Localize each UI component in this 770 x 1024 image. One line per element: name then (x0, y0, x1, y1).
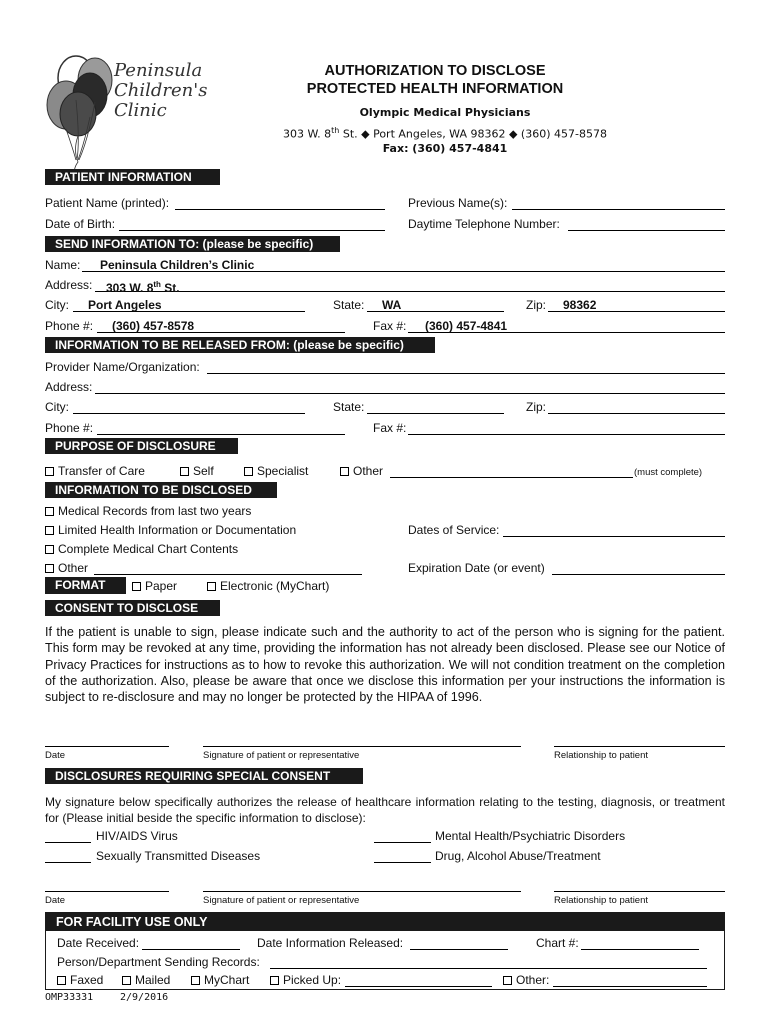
from-state-label: State: (333, 400, 365, 414)
date-line[interactable] (45, 746, 169, 747)
date-caption: Date (45, 750, 66, 761)
section-special-consent: DISCLOSURES REQUIRING SPECIAL CONSENT (45, 768, 363, 784)
section-info-disclosed: INFORMATION TO BE DISCLOSED (45, 482, 277, 498)
balloons-icon (28, 50, 208, 180)
checkbox-icon (45, 526, 54, 535)
purpose-other-checkbox[interactable]: Other (340, 464, 383, 478)
form-date: 2/9/2016 (120, 992, 169, 1003)
send-fax-value: (360) 457-4841 (425, 319, 508, 333)
section-released-from: INFORMATION TO BE RELEASED FROM: (please be specific) (45, 337, 435, 353)
send-phone-value: (360) 457-8578 (112, 319, 195, 333)
from-city-label: City: (45, 400, 69, 414)
checkbox-icon (191, 976, 200, 985)
consent-text: If the patient is unable to sign, please indicate such and the authority to act of the person who is signing for the patient. This form may be revoked at any time, providing the information has not already been disclosed. Please see our Notice of Privacy Practices for instructions as to how to revoke this authorization. We will not condition treatment on the completion of the authorization. Also, please be aware that once we disclose this information per your instructions the information is subject to re-disclosure and may no longer be protected by the HIPAA of 1996. (45, 625, 725, 705)
checkbox-icon (132, 582, 141, 591)
date-caption-2: Date (45, 895, 66, 906)
section-patient-information: PATIENT INFORMATION (45, 169, 220, 185)
svg-text:Clinic: Clinic (114, 100, 167, 121)
from-address-label: Address: (45, 380, 93, 394)
from-address-field[interactable] (95, 380, 725, 394)
checkbox-icon (503, 976, 512, 985)
drug-alcohol-initial-field[interactable] (374, 849, 431, 863)
mailed-checkbox[interactable]: Mailed (122, 973, 170, 987)
chart-number-field[interactable] (581, 936, 699, 950)
org-name: Olympic Medical Physicians (359, 106, 531, 119)
svg-text:Children's: Children's (114, 80, 208, 101)
picked-up-field[interactable] (345, 973, 492, 987)
format-electronic-checkbox[interactable]: Electronic (MyChart) (207, 579, 329, 593)
section-purpose: PURPOSE OF DISCLOSURE (45, 438, 238, 454)
previous-names-field[interactable] (512, 196, 725, 210)
faxed-checkbox[interactable]: Faxed (57, 973, 103, 987)
date-line-2[interactable] (45, 891, 169, 892)
relationship-caption-2: Relationship to patient (554, 895, 649, 906)
send-state-label: State: (333, 298, 365, 312)
medical-records-checkbox[interactable]: Medical Records from last two years (45, 504, 251, 518)
mychart-checkbox[interactable]: MyChart (191, 973, 249, 987)
date-received-field[interactable] (142, 936, 240, 950)
send-phone-label: Phone #: (45, 319, 94, 333)
person-department-label: Person/Department Sending Records: (57, 955, 260, 969)
section-facility-use: FOR FACILITY USE ONLY (46, 913, 724, 931)
drug-alcohol-label: Drug, Alcohol Abuse/Treatment (435, 849, 601, 863)
checkbox-icon (45, 564, 54, 573)
section-send-information-to: SEND INFORMATION TO: (please be specific) (45, 236, 340, 252)
provider-field[interactable] (207, 360, 725, 374)
relationship-line[interactable] (554, 746, 725, 747)
send-name-value: Peninsula Children’s Clinic (100, 258, 255, 272)
from-city-field[interactable] (73, 400, 305, 414)
checkbox-icon (270, 976, 279, 985)
dates-of-service-field[interactable] (503, 523, 725, 537)
info-other-field[interactable] (94, 561, 362, 575)
signature-line[interactable] (203, 746, 521, 747)
checkbox-icon (45, 545, 54, 554)
provider-label: Provider Name/Organization: (45, 360, 200, 374)
expiration-label: Expiration Date (or event) (408, 561, 545, 575)
org-fax: Fax: (360) 457-4841 (382, 142, 508, 155)
patient-name-field[interactable] (175, 196, 385, 210)
form-title-line1: AUTHORIZATION TO DISCLOSE (324, 63, 546, 79)
mental-health-initial-field[interactable] (374, 829, 431, 843)
send-city-value: Port Angeles (88, 298, 162, 312)
date-released-label: Date Information Released: (257, 936, 404, 950)
section-format: FORMAT (45, 577, 126, 594)
dates-of-service-label: Dates of Service: (408, 523, 500, 537)
must-complete-note: (must complete) (634, 467, 703, 478)
purpose-transfer-of-care-checkbox[interactable]: Transfer of Care (45, 464, 145, 478)
other-method-checkbox[interactable]: Other: (503, 973, 549, 987)
mental-health-label: Mental Health/Psychiatric Disorders (435, 829, 626, 843)
person-department-field[interactable] (270, 955, 707, 969)
from-zip-field[interactable] (548, 400, 725, 414)
checkbox-icon (57, 976, 66, 985)
send-zip-label: Zip: (526, 298, 547, 312)
purpose-specialist-checkbox[interactable]: Specialist (244, 464, 308, 478)
from-state-field[interactable] (367, 400, 504, 414)
form-id: OMP33331 (45, 992, 94, 1003)
send-name-label: Name: (45, 258, 81, 272)
signature-caption-2: Signature of patient or representative (203, 895, 360, 906)
from-fax-field[interactable] (408, 421, 725, 435)
signature-line-2[interactable] (203, 891, 521, 892)
hiv-label: HIV/AIDS Virus (96, 829, 178, 843)
send-address-field[interactable] (95, 278, 725, 292)
section-consent: CONSENT TO DISCLOSE (45, 600, 220, 616)
previous-names-label: Previous Name(s): (408, 196, 508, 210)
from-fax-label: Fax #: (373, 421, 407, 435)
purpose-self-checkbox[interactable]: Self (180, 464, 214, 478)
clinic-logo (28, 50, 208, 180)
info-other-checkbox[interactable]: Other (45, 561, 88, 575)
special-consent-text: My signature below specifically authorizes the release of healthcare information relating to the testing, diagnosis, or treatment for (Please initial beside the specific information to disclose): (45, 795, 725, 825)
dob-label: Date of Birth: (45, 217, 116, 231)
send-zip-value: 98362 (563, 298, 597, 312)
checkbox-icon (122, 976, 131, 985)
purpose-other-field[interactable] (390, 464, 633, 478)
send-fax-label: Fax #: (373, 319, 407, 333)
checkbox-icon (45, 467, 54, 476)
daytime-phone-label: Daytime Telephone Number: (408, 217, 560, 231)
expiration-field[interactable] (552, 561, 725, 575)
patient-name-label: Patient Name (printed): (45, 196, 170, 210)
svg-text:Peninsula: Peninsula (114, 60, 203, 81)
from-zip-label: Zip: (526, 400, 547, 414)
org-address: 303 W. 8th St. ◆ Port Angeles, WA 98362 ◆ (360) 457-8578 (283, 126, 607, 141)
hiv-initial-field[interactable] (45, 829, 91, 843)
signature-caption: Signature of patient or representative (203, 750, 360, 761)
send-address-value: 303 W. 8th St. (106, 280, 180, 295)
std-initial-field[interactable] (45, 849, 91, 863)
checkbox-icon (244, 467, 253, 476)
relationship-line-2[interactable] (554, 891, 725, 892)
checkbox-icon (207, 582, 216, 591)
send-city-label: City: (45, 298, 69, 312)
from-phone-label: Phone #: (45, 421, 94, 435)
form-title-line2: PROTECTED HEALTH INFORMATION (306, 81, 564, 97)
format-paper-checkbox[interactable]: Paper (132, 579, 177, 593)
checkbox-icon (340, 467, 349, 476)
send-address-label: Address: (45, 278, 93, 292)
dob-field[interactable] (119, 217, 385, 231)
date-released-field[interactable] (410, 936, 508, 950)
relationship-caption: Relationship to patient (554, 750, 649, 761)
daytime-phone-field[interactable] (568, 217, 725, 231)
other-method-field[interactable] (553, 973, 707, 987)
checkbox-icon (45, 507, 54, 516)
limited-info-checkbox[interactable]: Limited Health Information or Documentation (45, 523, 296, 537)
picked-up-checkbox[interactable]: Picked Up: (270, 973, 341, 987)
from-phone-field[interactable] (97, 421, 345, 435)
checkbox-icon (180, 467, 189, 476)
send-state-value: WA (382, 298, 402, 312)
chart-number-label: Chart #: (536, 936, 579, 950)
complete-chart-checkbox[interactable]: Complete Medical Chart Contents (45, 542, 238, 556)
date-received-label: Date Received: (57, 936, 140, 950)
std-label: Sexually Transmitted Diseases (96, 849, 261, 863)
